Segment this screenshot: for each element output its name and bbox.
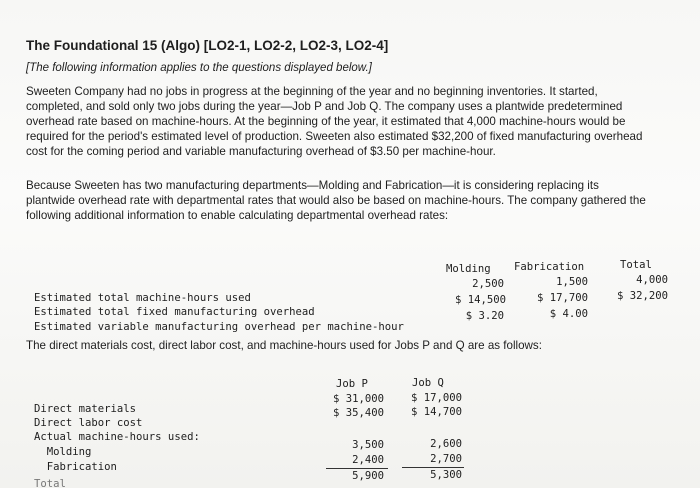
- cell-molding-fixed: $ 14,500: [454, 294, 506, 306]
- cell-fabrication-variable: $ 4.00: [549, 308, 588, 320]
- cell-job-p-labor: $ 35,400: [332, 407, 384, 419]
- column-header-molding: Molding: [446, 263, 491, 275]
- job-p-total-rule: [326, 468, 388, 469]
- row-label-actual-hours: Actual machine-hours used:: [34, 431, 200, 443]
- cell-total-hours: 4,000: [636, 274, 668, 286]
- row-label-molding: Molding: [34, 446, 92, 458]
- cell-job-p-molding: 3,500: [352, 439, 384, 451]
- cell-job-p-total: 5,900: [352, 470, 384, 482]
- column-header-fabrication: Fabrication: [514, 261, 585, 273]
- row-label-variable-overhead: Estimated variable manufacturing overhead per machine-hour: [34, 321, 404, 333]
- departments-paragraph: Because Sweeten has two manufacturing departments—Molding and Fabrication—it is considering replacing its plantwide overhead rate with departmental rates that would also be based on machine-hours. The company gathered the following additional information to enable calculating departmental overhead rates:: [26, 179, 646, 222]
- column-header-job-p: Job P: [336, 378, 368, 390]
- cell-job-q-materials: $ 17,000: [410, 392, 462, 404]
- row-label-machine-hours: Estimated total machine-hours used: [34, 292, 251, 304]
- column-header-total: Total: [620, 259, 652, 271]
- cell-molding-variable: $ 3.20: [465, 310, 504, 322]
- column-header-job-q: Job Q: [412, 377, 444, 389]
- row-label-fabrication: Fabrication: [34, 461, 117, 473]
- row-label-direct-materials: Direct materials: [34, 403, 137, 415]
- page-subtitle: [The following information applies to the questions displayed below.]: [26, 62, 372, 74]
- cell-job-p-fabrication: 2,400: [352, 454, 384, 466]
- cell-job-q-molding: 2,600: [430, 438, 462, 450]
- jobs-paragraph: The direct materials cost, direct labor cost, and machine-hours used for Jobs P and Q are as follows:: [26, 339, 542, 352]
- cell-job-q-fabrication: 2,700: [430, 453, 462, 465]
- cell-total-fixed: $ 32,200: [616, 290, 668, 302]
- cell-fabrication-fixed: $ 17,700: [536, 292, 588, 304]
- row-label-fixed-overhead: Estimated total fixed manufacturing overhead: [34, 306, 315, 318]
- cell-fabrication-hours: 1,500: [556, 276, 588, 288]
- cell-molding-hours: 2,500: [472, 278, 504, 290]
- cell-job-q-labor: $ 14,700: [410, 406, 462, 418]
- row-label-direct-labor: Direct labor cost: [34, 417, 143, 429]
- intro-paragraph: Sweeten Company had no jobs in progress at the beginning of the year and no beginning inventories. It started, completed, and sold only two jobs during the year—Job P and Job Q. The company uses a plantwide predetermined overhead rate based on machine-hours. At the beginning of the year, it estimated that 4,000 machine-hours would be required for the period's estimated level of production. Sweeten also estimated $32,200 of fixed manufacturing overhead cost for the coming period and variable manufacturing overhead of $3.50 per machine-hour.: [26, 85, 643, 158]
- cell-job-q-total: 5,300: [430, 469, 462, 481]
- cell-job-p-materials: $ 31,000: [332, 393, 384, 405]
- page-title: The Foundational 15 (Algo) [LO2-1, LO2-2, LO2-3, LO2-4]: [26, 38, 389, 53]
- job-q-total-rule: [402, 467, 464, 468]
- row-label-total: Total: [34, 478, 66, 490]
